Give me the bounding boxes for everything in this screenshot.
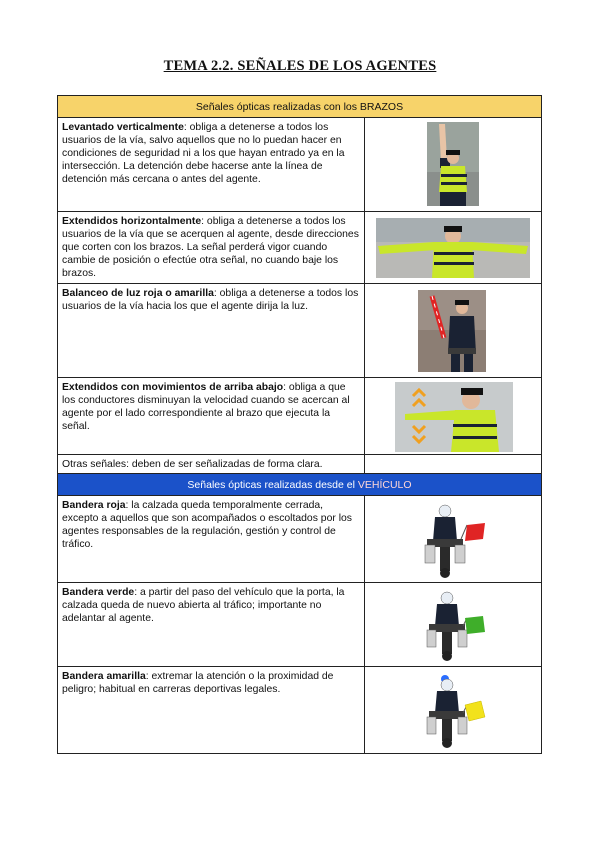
row-text <box>58 284 365 378</box>
row-text <box>58 378 365 455</box>
vehicle-section-header-row <box>58 474 542 496</box>
table-row <box>58 496 542 583</box>
motorcycle-yellow-flag-image <box>419 671 489 749</box>
table-row <box>58 455 542 474</box>
row-desc: : a partir del paso del vehículo que la porta, la calzada queda de nuevo abierta al tráfico; importante no adelantar al agente. <box>62 587 345 624</box>
table-row <box>58 212 542 284</box>
arms-section-header-row <box>58 96 542 118</box>
vehicle-header-prefix: Señales ópticas realizadas desde el <box>187 478 358 491</box>
row-desc: : extremar la atención o la proximidad de peligro; habitual en carreras deportivas legales. <box>62 671 334 695</box>
image-cell <box>365 284 542 378</box>
row-text <box>58 212 365 284</box>
officer-raised-arm-image <box>427 122 479 206</box>
row-term: Bandera roja <box>62 500 126 511</box>
motorcycle-red-flag-image <box>413 501 491 579</box>
row-term: Extendidos horizontalmente <box>62 216 202 227</box>
row-text <box>58 496 365 583</box>
motorcycle-green-flag-image <box>419 588 489 662</box>
page-title: TEMA 2.2. SEÑALES DE LOS AGENTES <box>163 58 437 74</box>
row-term: Levantado verticalmente <box>62 122 184 133</box>
vehicle-header-highlight: VEHÍCULO <box>357 478 412 491</box>
row-text <box>58 583 365 667</box>
table-row <box>58 118 542 212</box>
row-term: Extendidos con movimientos de arriba abajo <box>62 382 284 393</box>
other-signals-text: Otras señales: deben de ser señalizadas de forma clara. <box>58 455 365 474</box>
officer-arms-extended-image <box>376 218 530 278</box>
officer-arm-up-down-image <box>395 382 513 452</box>
image-cell <box>365 212 542 284</box>
row-desc: : obliga a que los conductores disminuyan la velocidad cuando se acercan al agente por el lado correspondiente al brazo que ejecuta la señal. <box>62 382 350 432</box>
image-cell <box>365 118 542 212</box>
row-text <box>58 118 365 212</box>
row-desc: : obliga a detenerse a todos los usuarios de la vía que se acerquen al agente, desde direcciones que corten con los brazos. La señal perderá vigor cuando cambie de posición o efectúe otra señal, no cuando baje los brazos. <box>62 216 359 279</box>
empty-cell <box>365 455 542 474</box>
table-row <box>58 284 542 378</box>
officer-red-light-image <box>418 290 486 372</box>
table-row <box>58 583 542 667</box>
image-cell <box>365 667 542 754</box>
table-row <box>58 667 542 754</box>
signals-table <box>57 95 542 754</box>
row-desc: : obliga a detenerse a todos los usuarios de la vía hacia los que el agente dirija la luz. <box>62 288 359 312</box>
arms-section-header: Señales ópticas realizadas con los BRAZOS <box>58 96 542 118</box>
vehicle-section-header <box>58 474 542 496</box>
row-desc: : la calzada queda temporalmente cerrada, excepto a aquellos que son acompañados o escoltados por los agentes responsables de la regulación, gestión y control de tráfico. <box>62 500 352 550</box>
row-desc: : obliga a detenerse a todos los usuarios de la vía, salvo aquellos que no lo puedan hacer en condiciones de seguridad ni a los que hayan entrado ya en la intersección. La detención debe hacerse ante la línea de detención más cercana o antes del agente. <box>62 122 345 185</box>
image-cell <box>365 378 542 455</box>
row-term: Bandera verde <box>62 587 135 598</box>
image-cell <box>365 496 542 583</box>
row-term: Bandera amarilla <box>62 671 146 682</box>
row-text <box>58 667 365 754</box>
row-term: Balanceo de luz roja o amarilla <box>62 288 214 299</box>
table-row <box>58 378 542 455</box>
image-cell <box>365 583 542 667</box>
